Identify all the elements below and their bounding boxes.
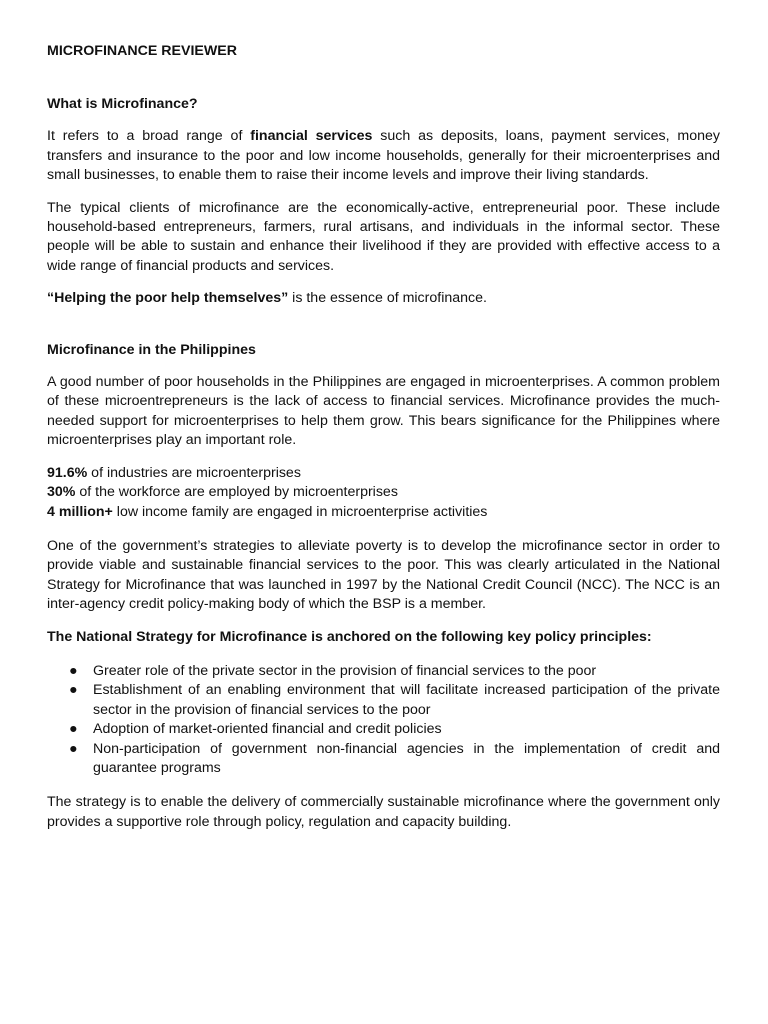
paragraph-definition: It refers to a broad range of financial services such as deposits, loans, payment services, money transfers and insurance to the poor and low income households, generally for their microenterprises and small businesses, to enable them to raise their income levels and improve their living standards. xyxy=(47,128,720,184)
stat-item: 91.6% of industries are microenterprises xyxy=(47,464,301,481)
bold-quote: “Helping the poor help themselves” xyxy=(47,290,289,307)
principles-list xyxy=(47,662,720,778)
stat-item: 30% of the workforce are employed by microenterprises xyxy=(47,484,398,501)
stat-item: 4 million+ low income family are engaged in microenterprise activities xyxy=(47,503,488,520)
bold-financial-services: financial services xyxy=(250,128,373,145)
section-heading-key-principles: The National Strategy for Microfinance is anchored on the following key policy principles: xyxy=(47,628,652,645)
section-heading-what-is-microfinance: What is Microfinance? xyxy=(47,96,198,112)
document-page xyxy=(47,36,720,832)
paragraph-essence: “Helping the poor help themselves” is the essence of microfinance. xyxy=(47,290,487,307)
section-heading-philippines: Microfinance in the Philippines xyxy=(47,341,256,358)
paragraph-philippines: A good number of poor households in the Philippines are engaged in microenterprises. A common problem of these microentrepreneurs is the lack of access to financial services. Microfinance provides the much-needed support for microenterprises to help them grow. This bears significance for the Philippines where microenterprises play an important role. xyxy=(47,374,720,449)
list-item: ● Adoption of market-oriented financial and credit policies xyxy=(47,720,720,739)
list-item: ● Greater role of the private sector in the provision of financial services to the poor xyxy=(47,662,720,681)
document-title: MICROFINANCE REVIEWER xyxy=(47,43,237,59)
stats-list xyxy=(47,464,720,522)
bullet-icon: ● xyxy=(69,682,78,699)
paragraph-typical-clients: The typical clients of microfinance are the economically-active, entrepreneurial poor. These include household-based entrepreneurs, farmers, rural artisans, and individuals in the informal sector. These people will be able to sustain and enhance their livelihood if they are provided with effective access to a wide range of financial products and services. xyxy=(47,199,720,274)
paragraph-closing: The strategy is to enable the delivery of commercially sustainable microfinance where the government only provides a supportive role through policy, regulation and capacity building. xyxy=(47,794,720,830)
bullet-icon: ● xyxy=(69,721,78,738)
bullet-icon: ● xyxy=(69,662,78,679)
list-item: ● Non-participation of government non-financial agencies in the implementation of credit and guarantee programs xyxy=(69,740,720,776)
bullet-icon: ● xyxy=(69,740,78,757)
paragraph-government-strategy: One of the government’s strategies to alleviate poverty is to develop the microfinance sector in order to provide viable and sustainable financial services to the poor. This was clearly articulated in the National Strategy for Microfinance that was launched in 1997 by the National Credit Council (NCC). The NCC is an inter-agency credit policy-making body of which the BSP is a member. xyxy=(47,537,720,613)
list-item: ● Establishment of an enabling environment that will facilitate increased participation of the private sector in the provision of financial services to the poor xyxy=(69,682,720,718)
